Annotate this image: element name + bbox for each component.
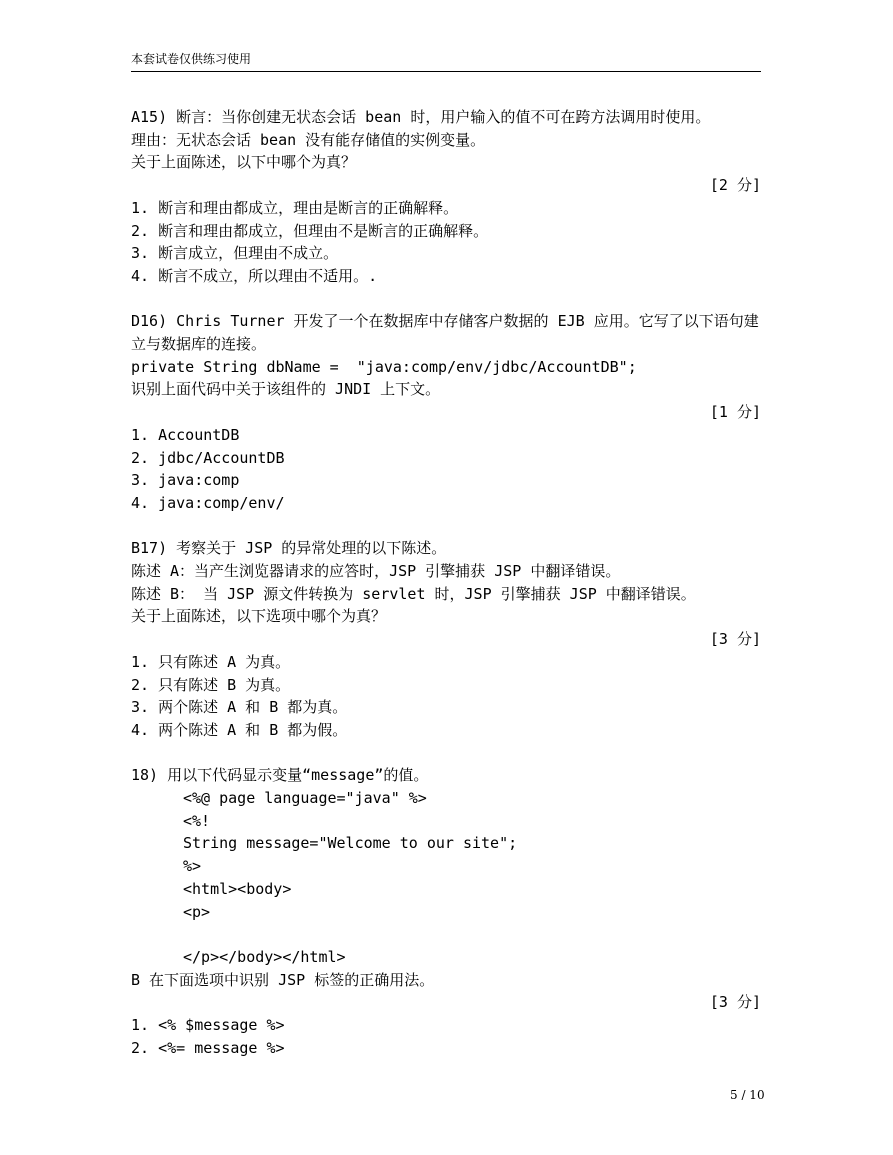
answer-option: 1. 断言和理由都成立，理由是断言的正确解释。	[131, 198, 459, 217]
question-d16	[131, 310, 761, 514]
code-line: String message="Welcome to our site";	[183, 834, 518, 853]
question-score: [1 分]	[709, 403, 761, 422]
question-stem-line: B 在下面选项中识别 JSP 标签的正确用法。	[131, 970, 435, 989]
question-score: [2 分]	[709, 176, 761, 195]
answer-option: 3. java:comp	[131, 471, 240, 490]
answer-option: 4. 断言不成立，所以理由不适用。.	[131, 266, 378, 285]
code-line: %>	[183, 857, 202, 876]
question-a15	[131, 106, 761, 288]
question-stem-line: B17) 考察关于 JSP 的异常处理的以下陈述。	[131, 539, 447, 558]
answer-option: 4. java:comp/env/	[131, 493, 285, 512]
answer-option: 2. 只有陈述 B 为真。	[131, 675, 291, 694]
question-stem-line: 18) 用以下代码显示变量“message”的值。	[131, 766, 429, 785]
answer-option: 4. 两个陈述 A 和 B 都为假。	[131, 720, 348, 739]
code-line: <%!	[183, 811, 211, 830]
answer-option: 2. <%= message %>	[131, 1038, 285, 1057]
question-b17	[131, 537, 761, 741]
page-header: 本套试卷仅供练习使用	[131, 50, 761, 72]
answer-option: 1. 只有陈述 A 为真。	[131, 652, 291, 671]
question-stem-line: A15) 断言：当你创建无状态会话 bean 时，用户输入的值不可在跨方法调用时使用。	[131, 108, 711, 126]
answer-option: 3. 断言成立，但理由不成立。	[131, 244, 339, 263]
question-stem-line: 理由：无状态会话 bean 没有能存储值的实例变量。	[131, 130, 486, 149]
question-stem-line: D16) Chris Turner 开发了一个在数据库中存储客户数据的 EJB 应用。它写了以下语句建立与数据库的连接。	[131, 312, 759, 354]
question-stem-line: 陈述 A：当产生浏览器请求的应答时，JSP 引擎捕获 JSP 中翻译错误。	[131, 562, 621, 581]
code-line: </p></body></html>	[183, 947, 346, 966]
exam-content	[131, 106, 761, 1082]
answer-option: 2. jdbc/AccountDB	[131, 448, 285, 467]
answer-option: 1. AccountDB	[131, 425, 240, 444]
question-stem-line: 陈述 B： 当 JSP 源文件转换为 servlet 时，JSP 引擎捕获 JSP 中翻译错误。	[131, 584, 696, 603]
question-18	[131, 764, 761, 1059]
page-number: 5 / 10	[730, 1088, 765, 1102]
question-stem-line: 关于上面陈述，以下选项中哪个为真？	[131, 607, 387, 626]
answer-option: 2. 断言和理由都成立，但理由不是断言的正确解释。	[131, 221, 489, 240]
code-line: <html><body>	[183, 879, 292, 898]
question-stem-line: 识别上面代码中关于该组件的 JNDI 上下文。	[131, 380, 441, 399]
code-line	[131, 923, 761, 946]
answer-option: 1. <% $message %>	[131, 1016, 285, 1035]
question-score: [3 分]	[709, 630, 761, 649]
code-line: <%@ page language="java" %>	[183, 789, 427, 808]
code-line: <p>	[183, 902, 211, 921]
question-code-line: private String dbName = "java:comp/env/jdbc/AccountDB";	[131, 357, 637, 376]
question-score: [3 分]	[709, 993, 761, 1012]
question-stem-line: 关于上面陈述，以下中哪个为真？	[131, 153, 357, 172]
answer-option: 3. 两个陈述 A 和 B 都为真。	[131, 698, 348, 717]
